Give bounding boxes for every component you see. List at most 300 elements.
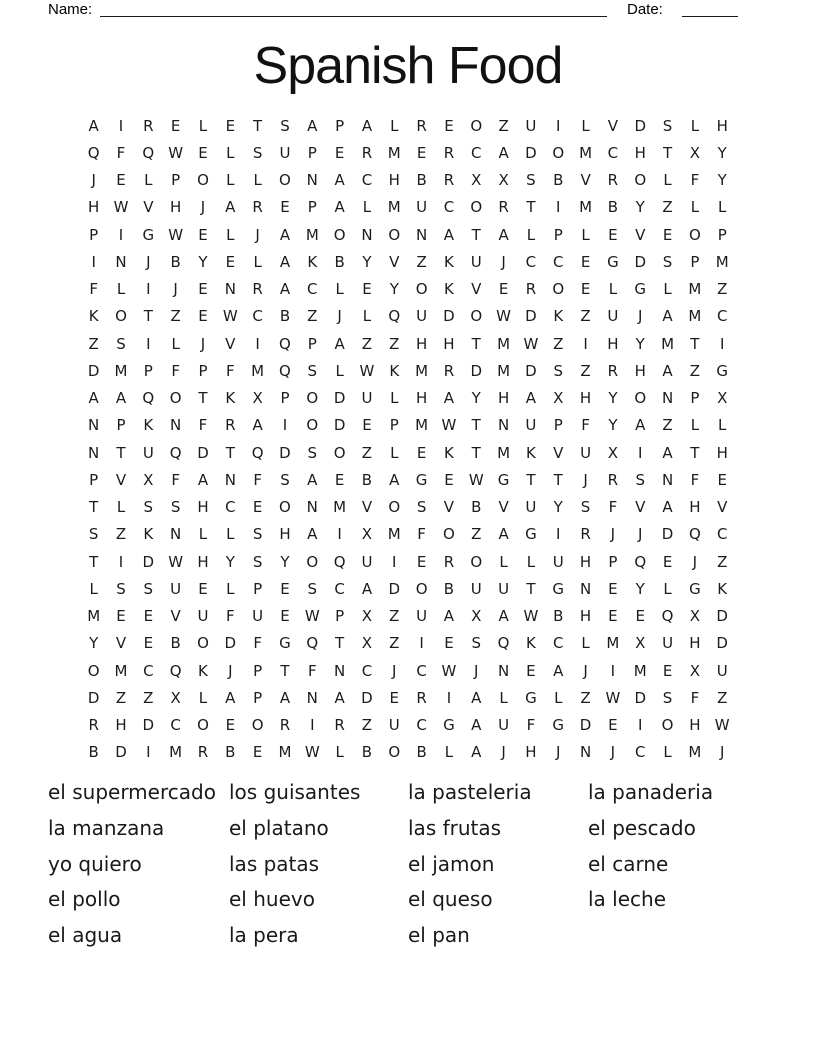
grid-letter: W [222,307,238,326]
grid-letter: H [579,552,592,571]
grid-letter: U [170,579,182,598]
grid-letter: B [225,743,236,762]
grid-letter: T [471,334,481,353]
grid-letter: R [88,716,99,735]
grid-letter: C [553,634,564,653]
grid-letter: L [335,280,344,299]
grid-letter: K [444,252,454,271]
grid-letter: E [198,307,208,326]
grid-letter: E [362,416,372,435]
grid-letter: M [114,361,128,380]
grid-letter: S [116,334,126,353]
grid-letter: T [662,143,673,162]
grid-letter: V [471,280,482,299]
grid-letter: J [719,743,725,762]
grid-letter: A [443,607,455,626]
grid-letter: A [662,361,673,380]
grid-letter: N [224,470,236,489]
grid-letter: G [607,252,619,271]
word-list-item: yo quiero [48,851,142,876]
grid-letter: T [553,470,563,489]
grid-letter: U [662,634,674,653]
grid-letter: R [443,171,455,190]
grid-letter: A [334,688,345,707]
grid-letter: O [688,225,701,244]
grid-letter: L [362,198,372,217]
grid-letter: R [443,361,455,380]
grid-letter: Z [717,688,728,707]
grid-letter: A [88,389,99,408]
word-list-item: las patas [229,851,320,876]
grid-letter: L [608,280,618,299]
grid-letter: A [88,116,99,135]
grid-letter: A [334,198,345,217]
grid-letter: N [88,416,100,435]
grid-letter: T [526,579,536,598]
grid-letter: S [471,634,482,653]
grid-letter: Z [580,307,591,326]
grid-letter: L [390,116,399,135]
grid-letter: A [307,525,318,544]
grid-letter: U [498,579,510,598]
grid-letter: V [115,470,127,489]
grid-letter: L [253,171,262,190]
grid-letter: U [552,552,564,571]
grid-letter: B [416,171,427,190]
grid-letter: J [228,661,233,680]
grid-letter: R [361,143,373,162]
grid-letter: O [197,716,209,735]
grid-letter: H [634,143,646,162]
grid-letter: J [638,307,643,326]
grid-letter: H [689,716,701,735]
grid-letter: A [553,661,564,680]
grid-letter: G [443,716,455,735]
grid-letter: X [361,607,373,626]
grid-letter: K [553,307,564,326]
grid-letter: D [333,416,346,435]
grid-letter: H [170,198,182,217]
grid-letter: S [280,116,290,135]
grid-letter: Z [389,334,400,353]
grid-letter: A [498,225,509,244]
grid-letter: F [198,416,208,435]
grid-letter: I [419,634,424,653]
grid-letter: G [525,688,537,707]
grid-letter: N [224,280,236,299]
grid-letter: I [337,525,342,544]
grid-letter: R [443,143,455,162]
grid-letter: J [173,280,178,299]
grid-letter: A [471,716,482,735]
grid-letter: O [388,498,401,517]
grid-letter: P [690,389,700,408]
grid-letter: J [146,252,151,271]
grid-letter: E [608,716,618,735]
grid-letter: F [116,143,126,162]
grid-letter: Z [170,307,181,326]
grid-letter: T [335,634,345,653]
grid-letter: T [471,225,481,244]
grid-letter: U [525,498,537,517]
grid-letter: B [170,634,181,653]
grid-letter: L [663,579,672,598]
grid-letter: E [252,498,263,517]
grid-letter: T [526,198,536,217]
grid-letter: D [470,361,483,380]
grid-letter: S [416,498,427,517]
grid-letter: E [389,688,400,707]
grid-letter: M [688,307,702,326]
grid-letter: J [556,743,561,762]
grid-letter: I [583,334,588,353]
grid-letter: E [280,198,290,217]
grid-letter: Z [471,525,482,544]
grid-letter: X [689,607,701,626]
grid-letter: A [225,688,236,707]
grid-letter: Z [580,361,591,380]
grid-letter: Y [225,552,235,571]
grid-letter: B [279,307,291,326]
grid-letter: T [253,116,263,135]
grid-letter: O [333,443,346,462]
grid-letter: H [497,389,510,408]
grid-letter: J [474,661,479,680]
grid-letter: F [225,607,235,626]
grid-letter: C [225,498,236,517]
grid-letter: T [89,498,99,517]
grid-letter: S [143,498,154,517]
grid-letter: E [580,280,591,299]
grid-letter: L [116,280,126,299]
grid-letter: E [608,607,618,626]
grid-letter: M [415,416,429,435]
grid-letter: T [198,389,208,408]
grid-letter: P [253,688,263,707]
grid-letter: W [359,361,375,380]
grid-letter: E [662,552,673,571]
grid-letter: A [443,389,455,408]
grid-letter: P [307,334,317,353]
grid-letter: Y [389,280,399,299]
grid-letter: W [304,607,320,626]
grid-letter: T [526,470,536,489]
grid-letter: V [717,498,728,517]
grid-letter: E [444,634,454,653]
grid-letter: N [415,225,428,244]
grid-letter: V [580,171,591,190]
grid-letter: L [198,116,208,135]
grid-letter: K [143,525,154,544]
grid-letter: Q [333,552,346,571]
grid-letter: A [662,443,673,462]
grid-letter: H [689,634,701,653]
grid-letter: L [581,225,590,244]
grid-letter: Y [89,634,99,653]
grid-letter: M [715,252,729,271]
grid-letter: N [306,171,318,190]
grid-letter: V [143,198,154,217]
grid-letter: J [583,470,588,489]
grid-letter: N [579,579,592,598]
grid-letter: E [334,143,345,162]
grid-letter: N [88,443,100,462]
grid-letter: I [719,334,725,353]
grid-letter: A [279,280,291,299]
grid-letter: P [253,579,263,598]
grid-letter: A [361,579,373,598]
grid-letter: O [552,143,565,162]
grid-letter: S [116,579,126,598]
grid-letter: Y [198,252,208,271]
grid-letter: G [525,525,537,544]
grid-letter: L [253,252,262,271]
grid-letter: E [362,280,372,299]
grid-letter: S [252,552,263,571]
grid-letter: V [225,334,236,353]
grid-letter: P [198,361,208,380]
grid-letter: G [279,634,291,653]
grid-letter: Q [497,634,510,653]
grid-letter: C [361,171,373,190]
grid-letter: Z [580,688,591,707]
grid-letter: Z [361,716,373,735]
grid-letter: O [470,552,483,571]
grid-letter: H [634,361,646,380]
grid-letter: F [608,498,618,517]
grid-letter: Q [306,634,319,653]
grid-letter: F [253,634,262,653]
grid-letter: Q [279,334,291,353]
grid-letter: T [280,661,290,680]
grid-letter: I [556,525,561,544]
grid-letter: S [280,470,290,489]
grid-letter: K [444,280,454,299]
grid-letter: P [389,416,399,435]
grid-letter: V [361,498,373,517]
grid-letter: O [306,552,319,571]
word-list-item: el platano [229,815,329,840]
grid-letter: L [499,552,508,571]
grid-letter: Z [553,334,564,353]
grid-letter: P [143,361,153,380]
grid-letter: W [523,334,539,353]
grid-letter: P [307,143,317,162]
grid-letter: X [143,470,154,489]
word-list-item: el queso [408,887,493,912]
grid-letter: D [634,116,646,135]
grid-letter: J [337,307,342,326]
grid-letter: Z [361,443,373,462]
grid-letter: S [526,171,536,190]
grid-letter: O [443,525,455,544]
word-list-item: la pasteleria [408,780,532,804]
grid-letter: M [633,661,647,680]
grid-letter: C [716,307,728,326]
grid-letter: L [198,688,208,707]
grid-letter: K [525,634,536,653]
grid-letter: E [116,607,126,626]
grid-letter: S [252,143,263,162]
grid-letter: L [390,389,399,408]
grid-letter: G [497,470,510,489]
grid-letter: M [415,361,429,380]
grid-letter: D [525,307,537,326]
grid-letter: F [89,280,98,299]
grid-letter: K [88,307,99,326]
grid-letter: C [416,661,427,680]
grid-letter: H [579,607,592,626]
grid-letter: B [553,171,564,190]
grid-letter: N [661,470,674,489]
grid-letter: A [525,389,537,408]
grid-letter: J [610,525,616,544]
grid-letter: B [334,252,345,271]
grid-letter: S [662,116,673,135]
grid-letter: X [607,443,619,462]
grid-letter: Y [717,171,727,190]
grid-letter: D [197,443,209,462]
word-list-item: el pollo [48,887,121,912]
grid-letter: D [87,361,100,380]
grid-letter: M [579,143,593,162]
grid-letter: L [690,116,700,135]
grid-letter: N [497,661,510,680]
word-bank-column-4 [588,775,713,918]
grid-letter: N [579,743,592,762]
grid-letter: U [197,607,209,626]
grid-letter: H [607,334,619,353]
grid-letter: Z [115,688,127,707]
name-blank-line [100,16,607,17]
grid-letter: L [362,307,372,326]
grid-letter: E [444,470,454,489]
grid-letter: W [441,661,457,680]
grid-letter: P [116,416,126,435]
grid-letter: S [307,579,318,598]
grid-letter: Z [389,634,400,653]
grid-letter: L [718,198,727,217]
grid-letter: C [443,198,455,217]
grid-letter: M [497,361,511,380]
grid-letter: O [279,171,291,190]
grid-letter: P [335,607,345,626]
grid-letter: O [197,171,209,190]
grid-letter: V [635,498,646,517]
word-bank [0,775,816,975]
grid-letter: T [89,552,99,571]
grid-letter: Q [634,552,647,571]
grid-letter: E [198,225,208,244]
grid-letter: M [169,743,183,762]
grid-letter: C [416,716,427,735]
grid-letter: Y [362,252,372,271]
grid-letter: B [416,743,427,762]
grid-letter: E [334,470,345,489]
grid-letter: P [253,661,263,680]
grid-letter: R [252,280,263,299]
grid-letter: C [143,661,154,680]
grid-letter: R [416,688,427,707]
grid-letter: O [251,716,264,735]
grid-letter: E [635,607,645,626]
grid-letter: Z [307,307,318,326]
grid-letter: G [634,280,647,299]
grid-letter: U [388,716,400,735]
word-bank-column-2 [229,775,360,954]
grid-letter: G [689,579,701,598]
grid-letter: M [251,361,265,380]
grid-letter: S [143,579,154,598]
grid-letter: L [226,225,235,244]
grid-letter: H [716,116,728,135]
grid-letter: D [142,716,155,735]
grid-letter: A [471,688,482,707]
grid-letter: I [638,443,643,462]
grid-letter: U [416,307,428,326]
grid-letter: G [552,716,565,735]
grid-letter: L [526,552,536,571]
grid-letter: C [170,716,181,735]
grid-letter: W [523,607,539,626]
grid-letter: Q [87,143,100,162]
grid-letter: J [91,171,96,190]
word-list-item: la leche [588,887,667,912]
grid-letter: I [91,252,96,271]
grid-letter: S [307,443,318,462]
grid-letter: K [525,443,536,462]
grid-letter: J [200,198,206,217]
grid-letter: U [416,607,428,626]
date-blank-line [682,16,738,17]
grid-letter: L [198,525,208,544]
grid-letter: Y [717,143,727,162]
word-list-item: el huevo [229,887,315,912]
grid-letter: E [662,225,673,244]
grid-letter: R [607,361,619,380]
grid-letter: H [279,525,291,544]
grid-letter: E [526,661,536,680]
grid-letter: X [471,171,482,190]
grid-letter: O [306,389,319,408]
grid-letter: A [279,252,291,271]
grid-letter: Y [635,579,645,598]
grid-letter: R [334,716,345,735]
word-list-item: las frutas [408,815,502,840]
grid-letter: L [581,634,590,653]
grid-letter: K [717,579,728,598]
grid-letter: V [115,634,127,653]
grid-letter: S [252,525,263,544]
grid-letter: F [253,470,262,489]
grid-letter: E [662,661,673,680]
grid-letter: J [255,225,260,244]
grid-letter: K [444,443,454,462]
grid-letter: D [361,688,373,707]
grid-letter: O [470,116,483,135]
grid-letter: E [170,116,181,135]
grid-letter: H [197,498,209,517]
grid-letter: E [198,280,208,299]
grid-letter: J [501,252,506,271]
grid-letter: D [525,361,537,380]
grid-letter: R [197,743,209,762]
grid-letter: B [170,252,181,271]
grid-letter: T [690,443,700,462]
grid-letter: M [87,607,101,626]
grid-letter: E [198,579,208,598]
grid-letter: W [496,307,511,326]
